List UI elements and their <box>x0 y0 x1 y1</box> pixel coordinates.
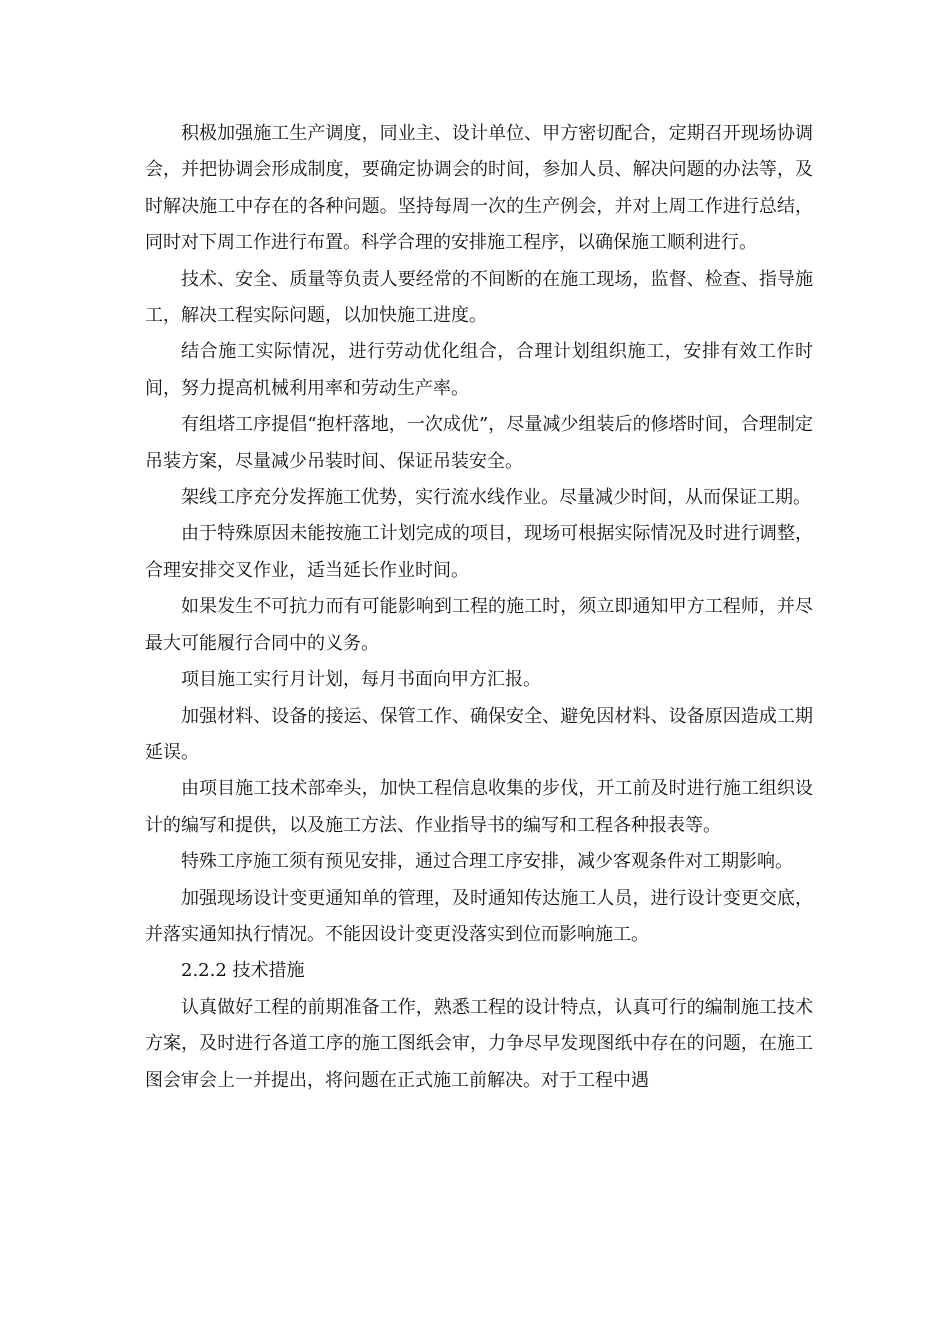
paragraph-materials: 加强材料、设备的接运、保管工作、确保安全、避免因材料、设备原因造成工期延误。 <box>145 705 813 763</box>
paragraph-supervision: 技术、安全、质量等负责人要经常的不间断的在施工现场，监督、检查、指导施工，解决工程实际问题，以加快施工进度。 <box>145 268 813 327</box>
paragraph-special-process: 特殊工序施工须有预见安排，通过合理工序安排，减少客观条件对工期影响。 <box>181 851 793 873</box>
paragraph-stringing: 架线工序充分发挥施工优势，实行流水线作业。尽量减少时间，从而保证工期。 <box>181 487 811 509</box>
paragraph-labor-optimization: 结合施工实际情况，进行劳动优化组合，合理计划组织施工，安排有效工作时间，努力提高机械利用率和劳动生产率。 <box>145 341 813 399</box>
paragraph-delay-adjustment: 由于特殊原因未能按施工计划完成的项目，现场可根据实际情况及时进行调整，合理安排交叉作业，适当延长作业时间。 <box>145 523 813 581</box>
section-heading: 2.2.2 技术措施 <box>181 960 305 982</box>
paragraph-tower-assembly: 有组塔工序提倡“抱杆落地，一次成优”，尽量减少组装后的修塔时间，合理制定吊装方案，尽量减少吊装时间、保证吊装安全。 <box>145 414 813 472</box>
paragraph-scheduling: 积极加强施工生产调度，同业主、设计单位、甲方密切配合，定期召开现场协调会，并把协调会形成制度，要确定协调会的时间，参加人员、解决问题的办法等，及时解决施工中存在的各种问题。坚持每周一次的生产例会，并对上周工作进行总结，同时对下周工作进行布置。科学合理的安排施工程序，以确保施工顺利进行。 <box>145 123 813 254</box>
paragraph-force-majeure: 如果发生不可抗力而有可能影响到工程的施工时，须立即通知甲方工程师，并尽最大可能履行合同中的义务。 <box>145 596 813 654</box>
paragraph-design-change: 加强现场设计变更通知单的管理，及时通知传达施工人员，进行设计变更交底，并落实通知执行情况。不能因设计变更没落实到位而影响施工。 <box>145 887 813 945</box>
paragraph-monthly-plan: 项目施工实行月计划，每月书面向甲方汇报。 <box>181 669 541 691</box>
document-body <box>145 116 813 1099</box>
paragraph-information: 由项目施工技术部牵头，加快工程信息收集的步伐，开工前及时进行施工组织设计的编写和提供，以及施工方法、作业指导书的编写和工程各种报表等。 <box>145 778 813 836</box>
paragraph-preparation: 认真做好工程的前期准备工作，熟悉工程的设计特点，认真可行的编制施工技术方案，及时进行各道工序的施工图纸会审，力争尽早发现图纸中存在的问题，在施工图会审会上一并提出，将问题在正式施工前解决。对于工程中遇 <box>145 996 813 1091</box>
